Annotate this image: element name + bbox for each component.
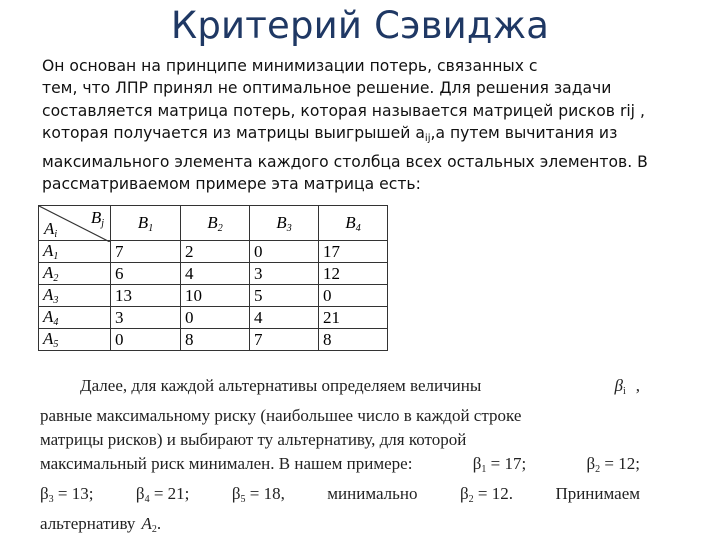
table-cell: 17	[319, 241, 388, 263]
column-letter: B	[345, 212, 356, 232]
formula	[473, 452, 526, 482]
intro-line: составляется матрица потерь, которая называется матрицей рисков rij ,	[42, 101, 645, 120]
row-letter: A	[43, 307, 54, 326]
table-row	[39, 307, 388, 329]
paragraph-line	[40, 512, 640, 542]
subscript: j	[101, 218, 104, 229]
formula-value: = 12.	[473, 484, 513, 503]
row-letter: A	[43, 241, 54, 260]
intro-line: Он основан на принципе минимизации потерь, связанных с	[42, 57, 538, 75]
table-corner-cell	[39, 206, 111, 241]
paragraph-line	[40, 374, 640, 404]
subscript: 2	[151, 524, 157, 535]
punctuation: .	[156, 514, 162, 533]
subscript: 2	[468, 494, 474, 505]
column-header	[111, 206, 181, 241]
formula	[135, 512, 161, 542]
formula	[615, 374, 641, 404]
beta-symbol: β	[472, 454, 482, 473]
paragraph-text: Далее, для каждой альтернативы определяем величины	[80, 376, 482, 395]
column-letter: B	[276, 212, 287, 232]
formula-value: = 18,	[245, 484, 285, 503]
subscript: i	[54, 229, 58, 240]
table-cell: 21	[319, 307, 388, 329]
row-label	[39, 329, 111, 351]
formula-value: = 17;	[486, 454, 527, 473]
table-cell: 0	[181, 307, 250, 329]
paragraph-text: альтернативу	[40, 514, 136, 533]
table-cell: 3	[250, 263, 319, 285]
slide-title: Критерий Сэвиджа	[170, 4, 550, 47]
table-cell: 10	[181, 285, 250, 307]
subscript: 3	[286, 222, 292, 234]
table-cell: 3	[111, 307, 181, 329]
column-header	[250, 206, 319, 241]
column-letter: B	[207, 212, 218, 232]
table-cell: 0	[250, 241, 319, 263]
paragraph-line	[40, 452, 640, 482]
table-header-row	[39, 206, 388, 241]
formula-value: = 12;	[600, 454, 640, 473]
formula	[587, 452, 640, 482]
subscript: 4	[53, 317, 59, 328]
subscript: 1	[148, 222, 154, 234]
subscript: 5	[240, 494, 246, 505]
subscript: 2	[217, 222, 223, 234]
subscript: 1	[53, 251, 59, 262]
table-cell: 0	[319, 285, 388, 307]
intro-line: максимального элемента каждого столбца всех остальных элементов. В	[42, 152, 648, 171]
paragraph-line	[40, 482, 640, 512]
table-cell: 8	[319, 329, 388, 351]
subscript: 4	[144, 494, 150, 505]
beta-symbol: β	[459, 484, 469, 503]
paragraph-text: равные максимальному риску (наибольшее число в каждой строке	[40, 406, 522, 425]
table-cell: 8	[181, 329, 250, 351]
column-letter: B	[137, 212, 149, 232]
formula	[232, 482, 285, 512]
intro-line: рассматриваемом примере эта матрица есть:	[42, 175, 421, 194]
table-row	[39, 329, 388, 351]
alternative-symbol: A	[141, 514, 152, 533]
subscript: 2	[595, 464, 601, 475]
table-row	[39, 263, 388, 285]
beta-symbol: β	[135, 484, 145, 503]
paragraph-line	[40, 428, 640, 452]
intro-line-part: которая получается из матрицы выигрышей a	[42, 124, 425, 143]
table-row	[39, 285, 388, 307]
intro-line: тем, что ЛПР принял не оптимальное решение. Для решения задачи	[42, 79, 612, 98]
row-letter: A	[43, 285, 54, 304]
risk-matrix-table	[38, 205, 388, 351]
subscript: 1	[481, 464, 487, 475]
row-label	[39, 285, 111, 307]
table-row	[39, 241, 388, 263]
beta-symbol: β	[614, 376, 623, 395]
beta-symbol: β	[231, 484, 241, 503]
subscript: 3	[53, 295, 59, 306]
subscript: ij	[424, 133, 431, 145]
intro-text	[42, 55, 682, 195]
subscript: 3	[48, 494, 54, 505]
corner-label-a	[44, 219, 57, 240]
column-header	[181, 206, 250, 241]
table-cell: 7	[111, 241, 181, 263]
table-cell: 12	[319, 263, 388, 285]
table-cell: 7	[250, 329, 319, 351]
corner-letter: A	[44, 219, 55, 238]
row-label	[39, 307, 111, 329]
table-cell: 4	[181, 263, 250, 285]
table-cell: 6	[111, 263, 181, 285]
subscript: 2	[53, 273, 59, 284]
table-cell: 2	[181, 241, 250, 263]
corner-letter: B	[90, 208, 102, 227]
table-cell: 5	[250, 285, 319, 307]
beta-symbol: β	[586, 454, 596, 473]
row-letter: A	[43, 263, 54, 282]
paragraph-text: минимально	[327, 484, 418, 503]
table-cell: 13	[111, 285, 181, 307]
paragraph-line	[40, 404, 640, 428]
row-label	[39, 241, 111, 263]
formula	[136, 482, 189, 512]
conclusion-paragraph	[40, 374, 640, 542]
corner-label-b	[91, 208, 104, 229]
paragraph-text: матрицы рисков) и выбирают ту альтернативу, для которой	[40, 430, 467, 449]
paragraph-text: максимальный риск минимален. В нашем примере:	[40, 454, 413, 473]
row-label	[39, 263, 111, 285]
intro-line-part: ,а путем вычитания из	[430, 124, 618, 143]
subscript: 4	[355, 222, 361, 234]
intro-line	[42, 122, 682, 150]
formula	[40, 482, 93, 512]
paragraph-text: Принимаем	[555, 484, 640, 503]
formula-value: = 13;	[53, 484, 94, 503]
beta-symbol: β	[40, 484, 49, 503]
formula	[460, 482, 513, 512]
row-letter: A	[43, 329, 54, 348]
subscript: i	[622, 386, 626, 397]
subscript: 5	[53, 339, 59, 350]
punctuation: ,	[635, 376, 640, 395]
formula-value: = 21;	[149, 484, 190, 503]
table-cell: 4	[250, 307, 319, 329]
table-cell: 0	[111, 329, 181, 351]
column-header	[319, 206, 388, 241]
